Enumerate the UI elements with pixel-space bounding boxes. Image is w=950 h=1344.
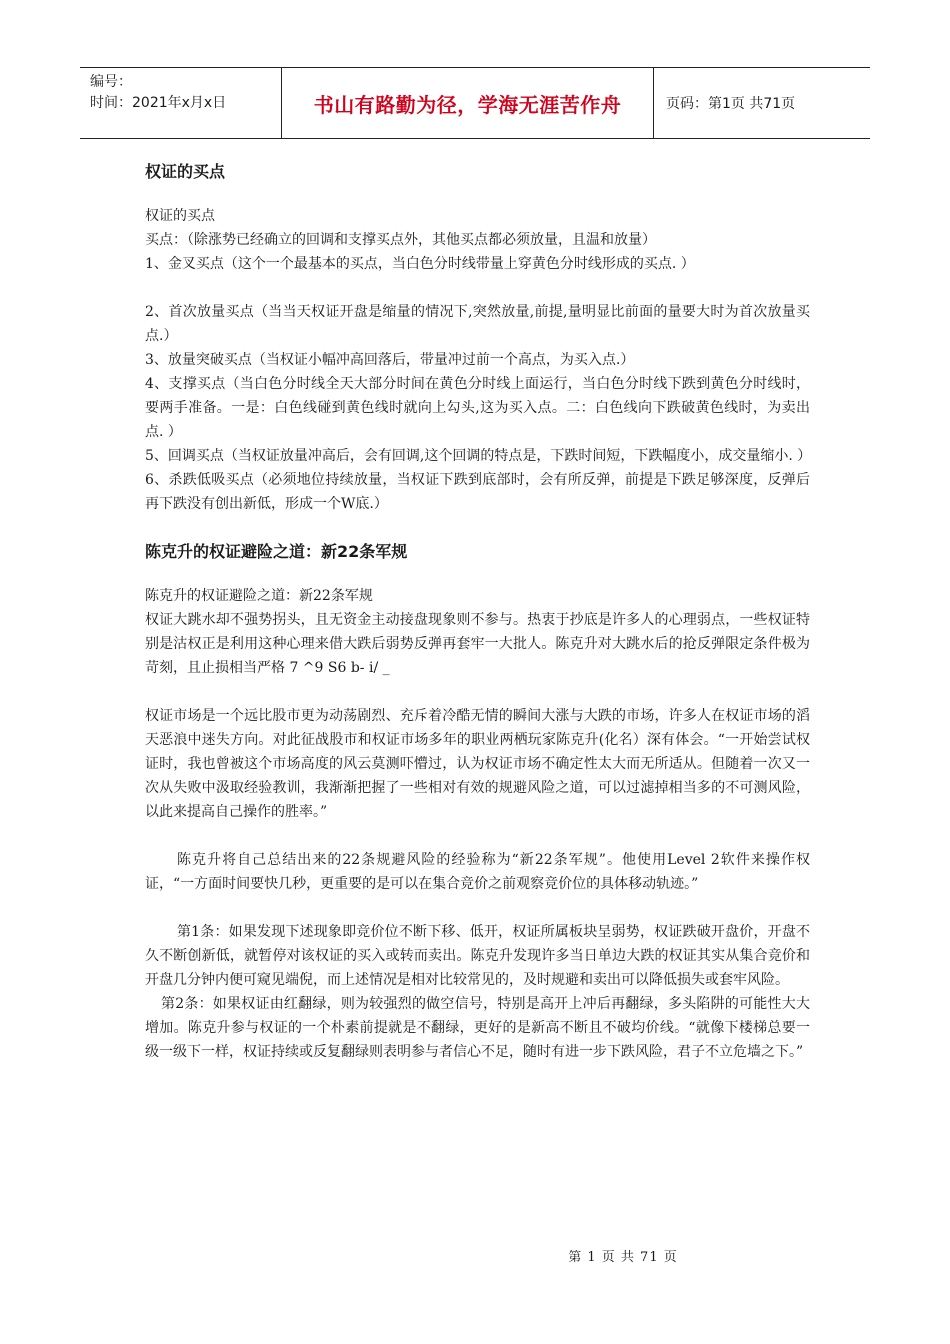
paragraph: 第2条：如果权证由红翻绿，则为较强烈的做空信号，特别是高开上冲后再翻绿，多头陷阱的可能性大大增加。陈克升参与权证的一个朴素前提就是不翻绿，更好的是新高不断且不破均价线。“就像下楼梯总要一级一级下一样，权证持续或反复翻绿则表明参与者信心不足，随时有进一步下跌风险，君子不立危墙之下。” [145, 996, 810, 1060]
blank-line [145, 276, 810, 300]
page-footer [0, 1246, 950, 1265]
paragraph: 权证市场是一个远比股市更为动荡剧烈、充斥着冷酷无情的瞬间大涨与大跌的市场，许多人在权证市场的滔天恶浪中迷失方向。对此征战股市和权证市场多年的职业两栖玩家陈克升(化名）深有体会。“一开始尝试权证时，我也曾被这个市场高度的风云莫测吓懵过，认为权证市场不确定性太大而无所适从。但随着一次又一次从失败中汲取经验教训，我渐渐把握了一些相对有效的规避风险之道，可以过滤掉相当多的不可测风险，以此来提高自己操作的胜率。” [145, 708, 810, 820]
document-number-label: 编号： [90, 74, 132, 90]
blank-line [145, 680, 810, 704]
section-title: 陈克升的权证避险之道：新22条军规 [145, 542, 408, 561]
header-motto-cell [282, 68, 654, 138]
section-title: 权证的买点 [145, 162, 226, 181]
paragraph: 5、回调买点（当权证放量冲高后，会有回调,这个回调的特点是，下跌时间短，下跌幅度小，成交量缩小. ） [145, 448, 812, 464]
paragraph: 权证的买点 [145, 208, 215, 224]
paragraph: 陈克升的权证避险之道：新22条军规 [145, 588, 373, 604]
header-motto: 书山有路勤为径，学海无涯苦作舟 [313, 92, 622, 117]
paragraph: 1、金叉买点（这个一个最基本的买点，当白色分时线带量上穿黄色分时线形成的买点. ） [145, 256, 695, 272]
document-header [80, 67, 870, 139]
blank-line [145, 824, 810, 848]
paragraph: 4、支撑买点（当白色分时线全天大部分时间在黄色分时线上面运行，当白色分时线下跌到黄色分时线时，要两手准备。一是：白色线碰到黄色线时就向上勾头,这为买入点。二：白色线向下跌破黄色线时，为卖出点. ） [145, 376, 810, 440]
paragraph: 第1条：如果发现下述现象即竞价位不断下移、低开，权证所属板块呈弱势，权证跌破开盘价，开盘不久不断创新低，就暂停对该权证的买入或转而卖出。陈克升发现许多当日单边大跌的权证其实从集合竞价和开盘几分钟内便可窥见端倪，而上述情况是相对比较常见的，及时规避和卖出可以降低损失或套牢风险。 [145, 924, 810, 988]
document-time-label: 时间：2021年x月x日 [90, 95, 227, 111]
header-meta [80, 68, 282, 138]
paragraph: 陈克升将自己总结出来的22条规避风险的经验称为“新22条军规”。他使用Level 2软件来操作权证，“一方面时间要快几秒，更重要的是可以在集合竞价之前观察竞价位的具体移动轨迹。” [145, 852, 810, 892]
header-page-info: 页码：第1页 共71页 [666, 96, 796, 112]
paragraph: 6、杀跌低吸买点（必须地位持续放量，当权证下跌到底部时，会有所反弹，前提是下跌足够深度，反弹后再下跌没有创出新低，形成一个W底.） [145, 472, 810, 512]
paragraph: 2、首次放量买点（当当天权证开盘是缩量的情况下,突然放量,前提,量明显比前面的量要大时为首次放量买点.） [145, 304, 810, 344]
footer-page-number: 第 1 页 共 71 页 [568, 1250, 678, 1265]
blank-line [145, 896, 810, 920]
paragraph: 买点：（除涨势已经确立的回调和支撑买点外，其他买点都必须放量，且温和放量） [145, 232, 656, 248]
document-body [145, 150, 810, 1064]
paragraph: 权证大跳水却不强势拐头，且无资金主动接盘现象则不参与。热衷于抄底是许多人的心理弱点，一些权证特别是沽权正是利用这种心理来借大跌后弱势反弹再套牢一大批人。陈克升对大跳水后的抢反弹限定条件极为苛刻，且止损相当严格 7 ^9 S6 b- i/ _ [145, 612, 810, 676]
paragraph: 3、放量突破买点（当权证小幅冲高回落后，带量冲过前一个高点，为买入点.） [145, 352, 635, 368]
section-gap [145, 516, 810, 530]
